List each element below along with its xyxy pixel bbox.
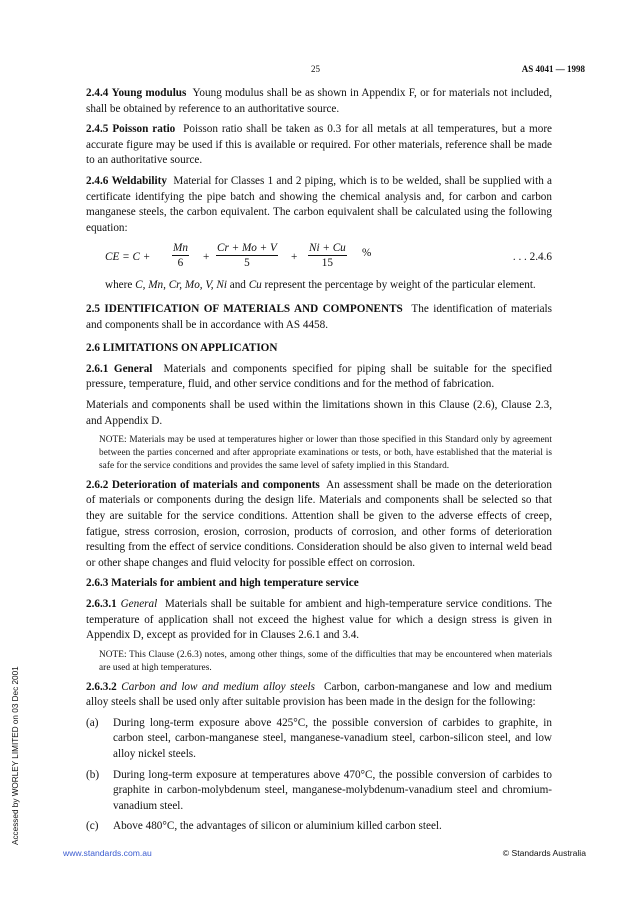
fraction-denominator: 6 [177,257,184,270]
clause-title: Young modulus [111,87,187,99]
fraction-ni-cu [308,241,347,270]
equation-lhs: CE = C + [105,251,151,264]
list-text: During long-term exposure at temperatures above 470°C, the possible conversion of carbides to graphite in carbon-molybdenum steel, manganese-molybdenum-vanadium steel and chromium-vanadium steel. [113,768,552,812]
clause-title: Carbon and low and medium alloy steels [121,680,315,693]
clause-text: The identification of materials and components shall be in accordance with AS 4458. [86,302,552,331]
clause-2-6-3-1 [86,597,552,644]
list-text: During long-term exposure above 425°C, the possible conversion of carbides to graphite, in carbon steel, carbon-manganese steel, manganese-vanadium steel, carbon-silicon steel, and low alloy nickel steels. [113,716,552,760]
clause-text: Material for Classes 1 and 2 piping, which is to be welded, shall be supplied with a certificate identifying the pipe batch and showing the chemical analysis and, for carbon and carbon manganese steels, the carbon equivalent. The carbon equivalent shall be calculated using the following equation: [86,174,552,234]
fraction-numerator: Cr + Mo + V [217,242,277,255]
list-label: (c) [86,820,99,833]
footer-url[interactable]: www.standards.com.au [63,848,152,858]
fraction-denominator: 15 [321,257,333,270]
clause-2-6-3-title: 2.6.3 Materials for ambient and high temperature service [86,577,359,590]
where-rest: represent the percentage by weight of the particular element. [261,279,536,292]
list-item [86,716,552,763]
section-title-2-6: 2.6 LIMITATIONS ON APPLICATION [86,342,278,355]
clause-2-4-5 [86,122,552,169]
clause-2-6-1 [86,362,552,393]
percent-sign: % [362,247,372,260]
clause-title: General [120,597,158,610]
clause-title: General [113,362,153,375]
page-number: 25 [311,64,320,74]
clause-2-6-3-2 [86,680,552,711]
clause-number: 2.4.6 [86,174,109,187]
standard-number: AS 4041 — 1998 [521,64,585,74]
list-item [86,768,552,815]
clause-text: Carbon, carbon-manganese and low and medium alloy steels shall be used only after suitable provision has been made in the design for the following: [86,680,553,709]
fraction-numerator: Ni + Cu [309,242,346,255]
clause-2-5 [86,302,552,333]
section-title: 2.5 IDENTIFICATION OF MATERIALS AND COMPONENTS [86,302,403,315]
clause-2-6-2 [86,478,552,572]
note: NOTE: Materials may be used at temperatures higher or lower than those specified in this Standard only by agreement between the parties concerned and after appropriate examinations or tests, or both, have established that the material is safe for the service conditions and provides the same level of safety implied in this Standard. [99,435,552,471]
access-watermark: Accessed by WORLEY LIMITED on 03 Dec 2001 [11,666,20,845]
clause-number: 2.6.2 [86,478,109,491]
list-label: (a) [86,716,99,729]
clause-2-4-6 [86,174,552,236]
fraction-denominator: 5 [244,257,250,270]
clause-text: Young modulus shall be as shown in Appendix F, or for materials not included, shall be obtained by reference to an authoritative source. [86,87,553,115]
clause-text: Materials and components specified for piping shall be suitable for the specified pressure, temperature, fluid, and other service conditions and for the method of fabrication. [86,362,553,391]
fraction-mn [172,241,189,270]
where-and: and [226,279,249,292]
clause-title: Deterioration of materials and components [111,478,320,491]
plus-sign: + [291,251,298,264]
list-item [86,819,552,835]
where-lead: where [105,279,136,292]
clause-text: An assessment shall be made on the deterioration of materials or components during the design life. Materials and components shall be selected so that they are suitable for the service conditions. Attention shall be given to the adverse effects of creep, fatigue, stress corrosion, erosion, corrosion, products of corrosion, and other forms of deterioration resulting from the effect of service conditions. Consideration should be also given to internal weld bead or other shape changes and fluid velocity for possible effect on corrosion. [86,478,552,569]
equation-where-text [105,278,552,294]
clause-2-4-4 [86,86,552,117]
carbon-equivalent-equation [86,241,552,275]
clause-2-6-1-para2: Materials and components shall be used within the limitations shown in this Clause (2.6), Clause 2.3, and Appendix D. [86,398,552,427]
clause-text: Materials shall be suitable for ambient and high-temperature service conditions. The temperature of application shall not exceed the highest value for which a design stress is given in Appendix D, except as provided for in Clauses 2.6.1 and 3.4. [86,597,553,642]
fraction-cr-mo-v [216,241,278,270]
element-symbol-cu: Cu [248,279,262,292]
clause-title: Weldability [111,174,167,187]
clause-number: 2.4.5 [86,123,109,136]
clause-number: 2.6.3.1 [86,597,117,610]
list-label: (b) [86,768,100,781]
note: NOTE: This Clause (2.6.3) notes, among other things, some of the difficulties that may be encountered when materials are used at high temperatures. [99,649,552,673]
clause-number: 2.6.3.2 [86,680,117,693]
clause-number: 2.6.1 [86,362,109,375]
footer-copyright: © Standards Australia [502,848,586,858]
clause-text: Poisson ratio shall be taken as 0.3 for all metals at all temperatures, but a more accurate figure may be used if this is available or required. For other materials, reference shall be made to an authoritative source. [86,123,553,167]
page-body [86,86,552,840]
equation-number: . . . 2.4.6 [512,251,552,264]
fraction-numerator: Mn [173,242,188,255]
clause-number: 2.4.4 [86,87,109,99]
clause-title: Poisson ratio [112,123,176,136]
plus-sign: + [203,251,210,264]
element-symbols: C, Mn, Cr, Mo, V, Ni [135,279,227,292]
list-text: Above 480°C, the advantages of silicon or aluminium killed carbon steel. [113,820,442,833]
